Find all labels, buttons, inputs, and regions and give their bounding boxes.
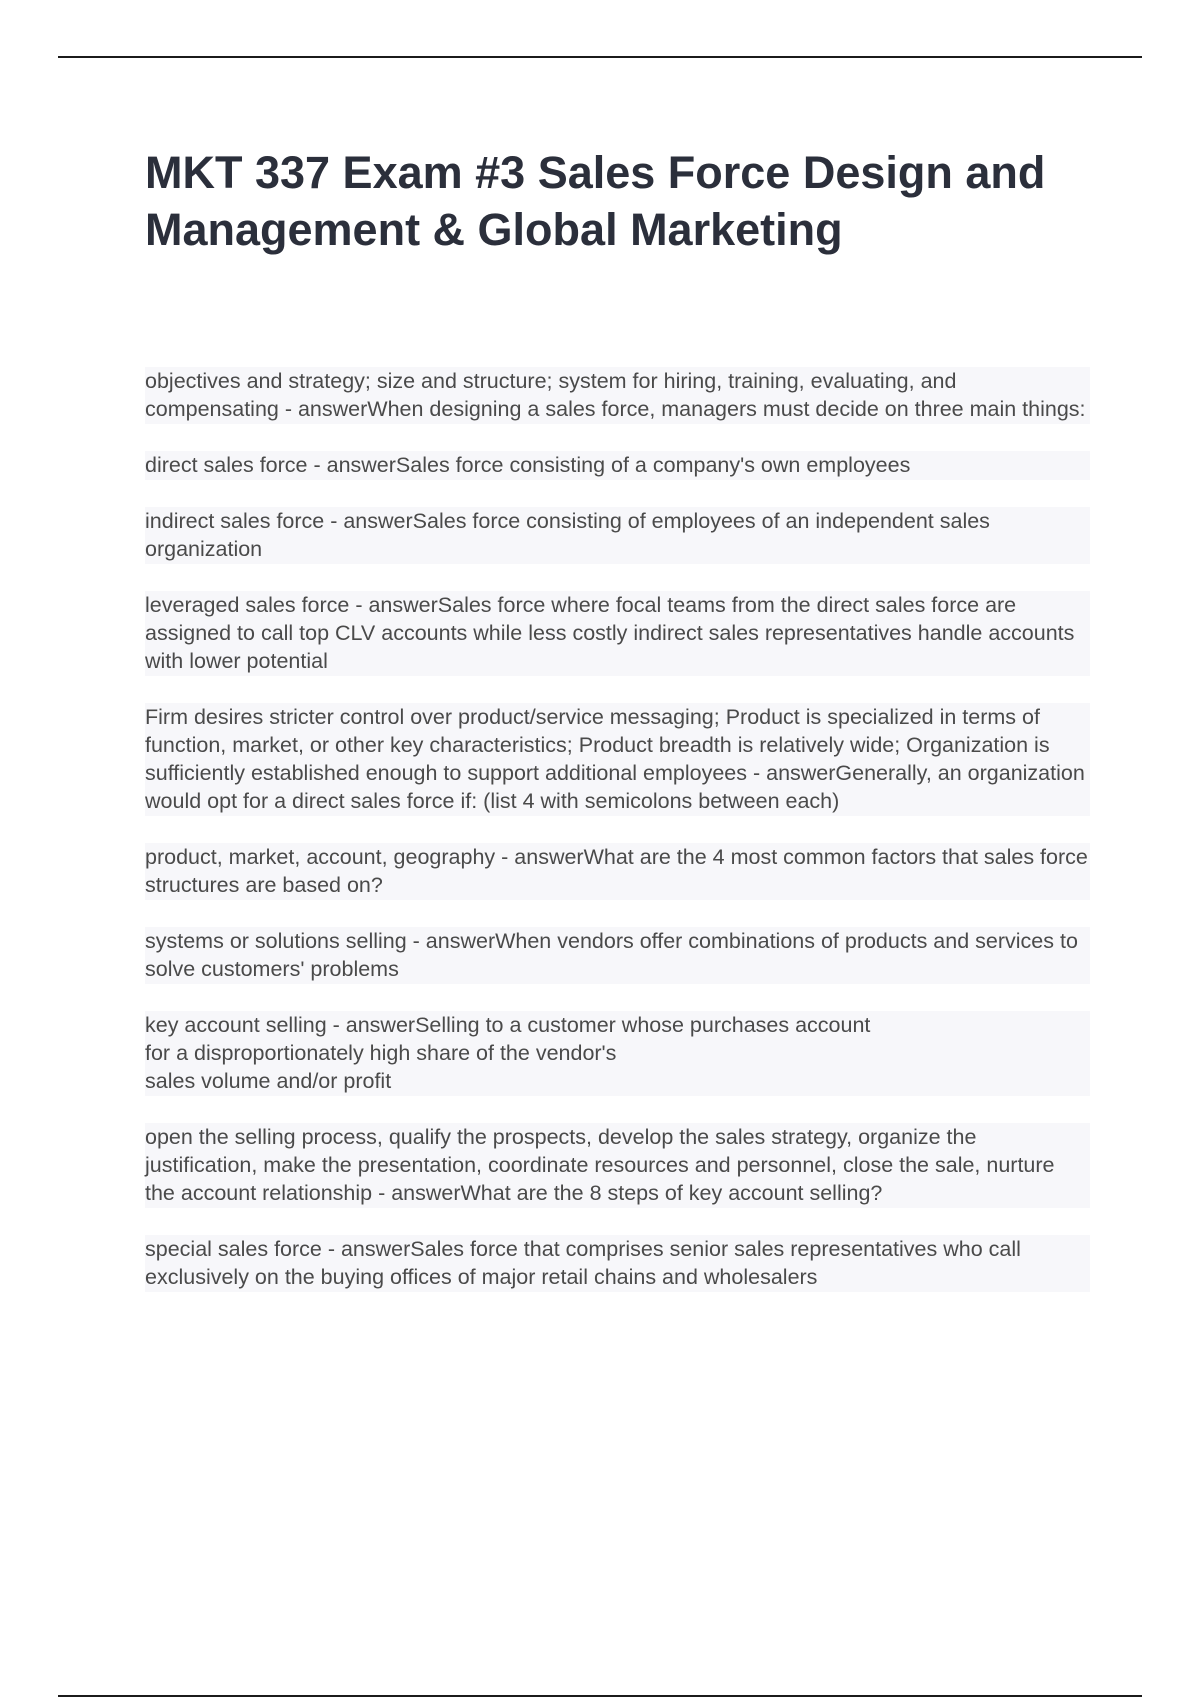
list-item: open the selling process, qualify the prospects, develop the sales strategy, organize the justification, make the presentation, coordinate resources and personnel, close the sale, nurture the account relationship - answerWhat are the 8 steps of key account selling? [145,1123,1090,1208]
list-item: Firm desires stricter control over product/service messaging; Product is specialized in terms of function, market, or other key characteristics; Product breadth is relatively wide; Organization is sufficiently established enough to support additional employees - answerGenerally, an organization would opt for a direct sales force if: (list 4 with semicolons between each) [145,703,1090,816]
top-rule [58,56,1142,58]
list-item: direct sales force - answerSales force consisting of a company's own employees [145,451,1090,480]
flashcard-list [145,367,1090,1319]
list-item: systems or solutions selling - answerWhen vendors offer combinations of products and services to solve customers' problems [145,927,1090,984]
page-title: MKT 337 Exam #3 Sales Force Design and Management & Global Marketing [145,147,1046,255]
list-item: product, market, account, geography - answerWhat are the 4 most common factors that sales force structures are based on? [145,843,1090,900]
list-item: objectives and strategy; size and structure; system for hiring, training, evaluating, and compensating - answerWhen designing a sales force, managers must decide on three main things: [145,367,1090,424]
list-item: special sales force - answerSales force that comprises senior sales representatives who call exclusively on the buying offices of major retail chains and wholesalers [145,1235,1090,1292]
bottom-rule [58,1695,1142,1697]
list-item: key account selling - answerSelling to a customer whose purchases account for a disproportionately high share of the vendor's sales volume and/or profit [145,1011,1090,1096]
list-item: indirect sales force - answerSales force consisting of employees of an independent sales organization [145,507,1090,564]
list-item: leveraged sales force - answerSales force where focal teams from the direct sales force are assigned to call top CLV accounts while less costly indirect sales representatives handle accounts with lower potential [145,591,1090,676]
